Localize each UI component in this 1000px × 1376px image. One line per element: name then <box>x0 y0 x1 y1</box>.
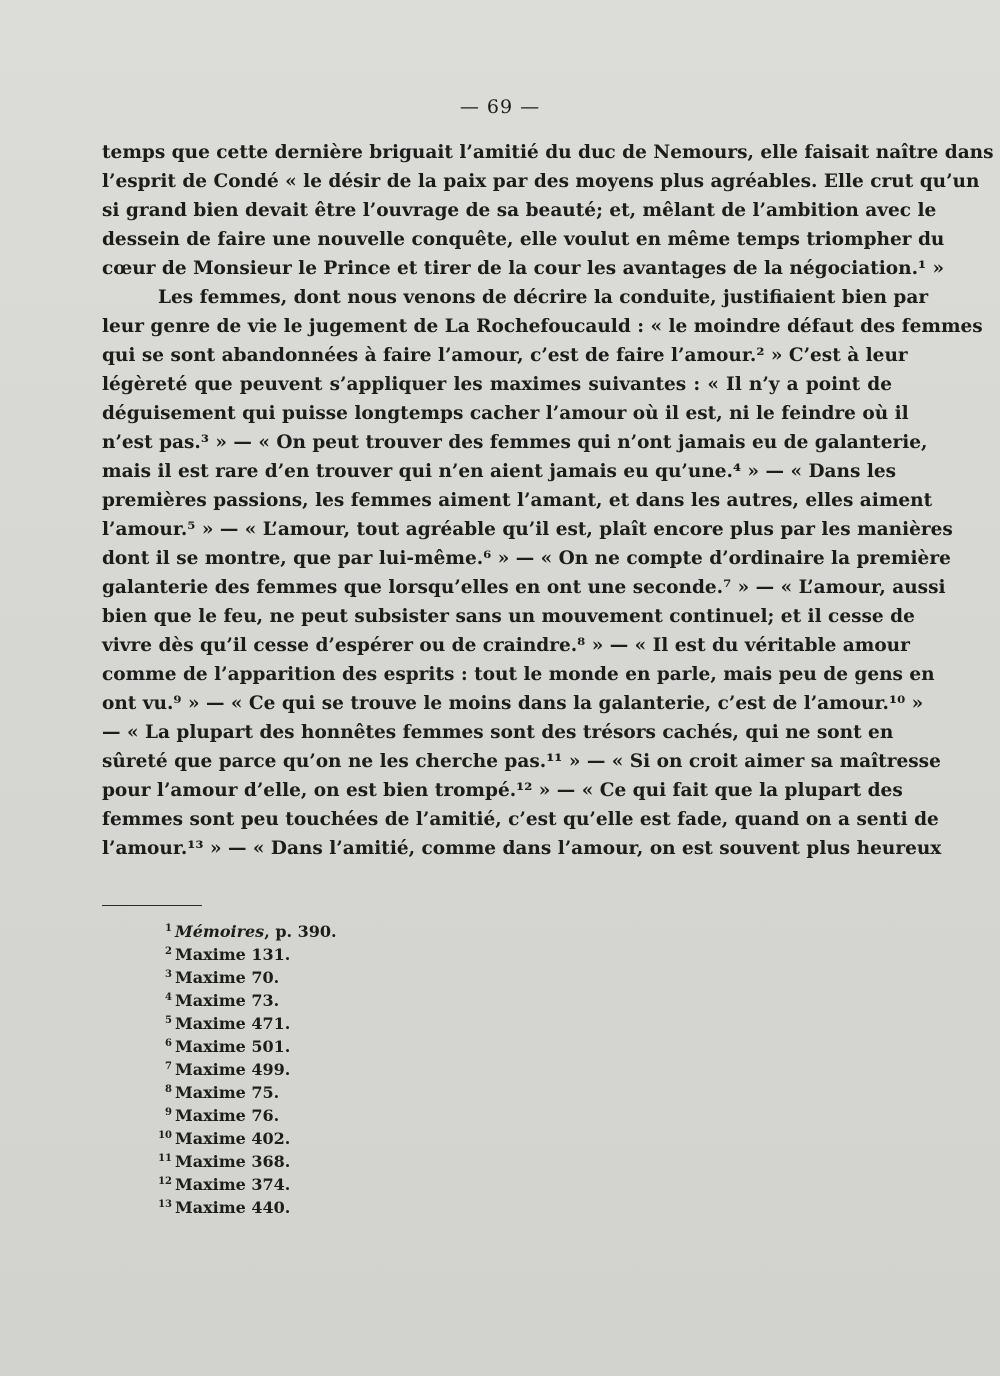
body-line: l’esprit de Condé « le désir de la paix par des moyens plus agréables. Elle crut qu’un <box>102 171 980 192</box>
body-line: bien que le feu, ne peut subsister sans un mouvement continuel; et il cesse de <box>102 606 915 627</box>
footnote-number: 9 <box>165 1107 172 1118</box>
body-line: comme de l’apparition des esprits : tout le monde en parle, mais peu de gens en <box>102 664 935 685</box>
footnote-number: 11 <box>158 1153 172 1164</box>
footnote-number: 12 <box>158 1176 172 1187</box>
footnote <box>150 989 550 1012</box>
footnote <box>150 1058 550 1081</box>
body-line: l’amour.⁵ » — « L’amour, tout agréable qu’il est, plaît encore plus par les manières <box>102 519 953 540</box>
body-line: vivre dès qu’il cesse d’espérer ou de craindre.⁸ » — « Il est du véritable amour <box>102 635 910 656</box>
footnote-number: 7 <box>165 1061 172 1072</box>
footnote-text: Maxime 471. <box>175 1014 291 1033</box>
body-line: premières passions, les femmes aiment l’amant, et dans les autres, elles aiment <box>102 490 933 511</box>
footnote-number: 10 <box>158 1130 172 1141</box>
footnote <box>150 920 550 943</box>
body-line: sûreté que parce qu’on ne les cherche pas.¹¹ » — « Si on croit aimer sa maîtresse <box>102 751 941 772</box>
footnote <box>150 943 550 966</box>
body-line: dont il se montre, que par lui-même.⁶ » — « On ne compte d’ordinaire la première <box>102 548 951 569</box>
footnote-text: , p. 390. <box>264 922 337 941</box>
footnote <box>150 966 550 989</box>
footnote <box>150 1012 550 1035</box>
footnote-number: 1 <box>165 923 172 934</box>
footnote-number: 5 <box>165 1015 172 1026</box>
body-line: galanterie des femmes que lorsqu’elles en ont une seconde.⁷ » — « L’amour, aussi <box>102 577 946 598</box>
footnote-text: Maxime 374. <box>175 1175 291 1194</box>
body-line: pour l’amour d’elle, on est bien trompé.¹² » — « Ce qui fait que la plupart des <box>102 780 903 801</box>
body-line: n’est pas.³ » — « On peut trouver des femmes qui n’ont jamais eu de galanterie, <box>102 432 928 453</box>
body-line: dessein de faire une nouvelle conquête, elle voulut en même temps triompher du <box>102 229 945 250</box>
footnotes <box>150 920 550 1219</box>
body-line: ont vu.⁹ » — « Ce qui se trouve le moins dans la galanterie, c’est de l’amour.¹⁰ » <box>102 693 924 714</box>
body-line: leur genre de vie le jugement de La Rochefoucauld : « le moindre défaut des femmes <box>102 316 983 337</box>
footnote <box>150 1173 550 1196</box>
footnote-number: 4 <box>165 992 172 1003</box>
body-text <box>102 138 994 863</box>
footnote-number: 6 <box>165 1038 172 1049</box>
footnote-text: Maxime 75. <box>175 1083 280 1102</box>
footnote-number: 2 <box>165 946 172 957</box>
footnote-separator <box>102 905 202 906</box>
body-line: l’amour.¹³ » — « Dans l’amitié, comme dans l’amour, on est souvent plus heureux <box>102 838 942 859</box>
body-line: — « La plupart des honnêtes femmes sont des trésors cachés, qui ne sont en <box>102 722 894 743</box>
body-line: cœur de Monsieur le Prince et tirer de la cour les avantages de la négociation.¹ » <box>102 258 945 279</box>
footnote <box>150 1035 550 1058</box>
body-line: si grand bien devait être l’ouvrage de sa beauté; et, mêlant de l’ambition avec le <box>102 200 937 221</box>
footnote-text: Maxime 501. <box>175 1037 291 1056</box>
footnote-text: Maxime 131. <box>175 945 291 964</box>
footnote-number: 8 <box>165 1084 172 1095</box>
footnote-number: 13 <box>158 1199 172 1210</box>
footnote-text: Maxime 76. <box>175 1106 280 1125</box>
footnote <box>150 1081 550 1104</box>
footnote-number: 3 <box>165 969 172 980</box>
footnote <box>150 1196 550 1219</box>
body-line: mais il est rare d’en trouver qui n’en aient jamais eu qu’une.⁴ » — « Dans les <box>102 461 897 482</box>
body-line: femmes sont peu touchées de l’amitié, c’est qu’elle est fade, quand on a senti de <box>102 809 939 830</box>
body-line: Les femmes, dont nous venons de décrire la conduite, justifiaient bien par <box>158 287 929 308</box>
footnote-text: Maxime 73. <box>175 991 280 1010</box>
footnote-text: Maxime 440. <box>175 1198 291 1217</box>
footnote-text: Maxime 368. <box>175 1152 291 1171</box>
footnote-text: Maxime 70. <box>175 968 280 987</box>
body-line: temps que cette dernière briguait l’amitié du duc de Nemours, elle faisait naître dans <box>102 142 994 163</box>
body-line: qui se sont abandonnées à faire l’amour, c’est de faire l’amour.² » C’est à leur <box>102 345 908 366</box>
footnote <box>150 1150 550 1173</box>
footnote-text: Maxime 499. <box>175 1060 291 1079</box>
body-line: légèreté que peuvent s’appliquer les maximes suivantes : « Il n’y a point de <box>102 374 892 395</box>
page-number: — 69 — <box>459 96 541 118</box>
footnote <box>150 1127 550 1150</box>
footnote-title: Mémoires <box>175 922 265 941</box>
body-line: déguisement qui puisse longtemps cacher l’amour où il est, ni le feindre où il <box>102 403 909 424</box>
footnote <box>150 1104 550 1127</box>
footnote-text: Maxime 402. <box>175 1129 291 1148</box>
